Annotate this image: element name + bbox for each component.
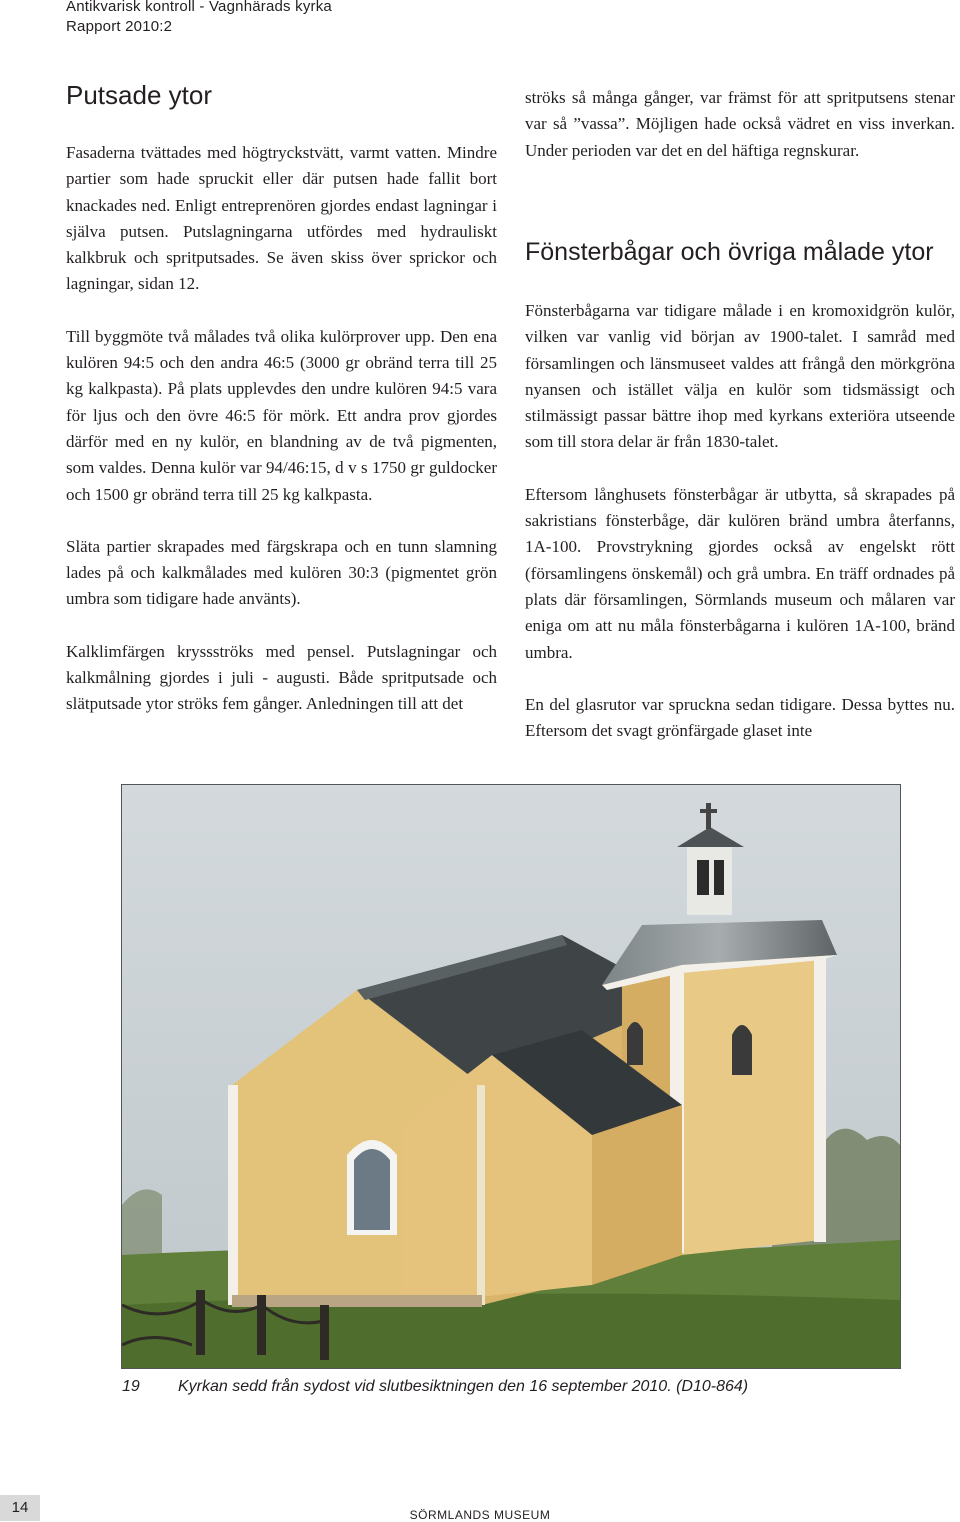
- paragraph: Kalklimfärgen kryssströks med pensel. Putslagningar och kalkmålning gjordes i juli - augusti. Både spritputsade och slätputsade ytor ströks fem gånger. Anledningen till att det: [66, 641, 497, 714]
- right-column-intro: [525, 85, 955, 190]
- paragraph: ströks så många gånger, var främst för att spritputsens stenar var så ”vassa”. Möjligen hade också vädret en viss inverkan. Under perioden var det en del häftiga regnskurar.: [525, 88, 955, 160]
- paragraph: Eftersom långhusets fönsterbågar är utbytta, så skrapades på sakristians fönsterbåge, där kulören bränd umbra återfanns, 1A-100. Provstrykning gjordes också av engelskt rött (församlingens önskemål) och grå umbra. En träff ordnades på plats där församlingen, Sörmlands museum och målaren var eniga om att nu måla fönsterbågarna i kulören 1A-100, bränd umbra.: [525, 484, 955, 662]
- left-column: [66, 140, 497, 744]
- paragraph: Fasaderna tvättades med högtryckstvätt, varmt vatten. Mindre partier som hade spruckit eller där putsen hade fallit bort knackades ned. Enligt entreprenören gjordes endast lagningar i själva putsen. Putslagningarna utfördes med hydrauliskt kalkbruk och spritputsades. Se även skiss över sprickor och lagningar, sidan 12.: [66, 143, 497, 294]
- paragraph: Fönsterbågarna var tidigare målade i en kromoxidgrön kulör, vilken var vanlig vid början av 1900-talet. I samråd med församlingen och länsmuseet valdes att frångå den mörkgröna nyansen och istället välja en kulör som tidsmässigt och stilmässigt passar bättre ihop med kyrkans exteriöra utseende som till stora delar är från 1830-talet.: [525, 301, 955, 452]
- section-heading-fonsterbagar: Fönsterbågar och övriga målade ytor: [525, 238, 934, 266]
- figure-number: 19: [122, 1378, 140, 1395]
- report-title: Antikvarisk kontroll - Vagnhärads kyrka: [66, 0, 332, 15]
- report-number: Rapport 2010:2: [66, 18, 173, 35]
- figure-caption-text: Kyrkan sedd från sydost vid slutbesiktningen den 16 september 2010. (D10-864): [178, 1378, 749, 1395]
- publisher-footer: SÖRMLANDS MUSEUM: [409, 1508, 551, 1522]
- page-number: 14: [0, 1495, 40, 1521]
- figure-caption: [122, 1378, 748, 1396]
- section-heading-putsade-ytor: Putsade ytor: [66, 80, 212, 110]
- paragraph: En del glasrutor var spruckna sedan tidigare. Dessa byttes nu. Eftersom det svagt grönfärgade glaset inte: [525, 694, 955, 741]
- paragraph: Till byggmöte två målades två olika kulörprover upp. Den ena kulören 94:5 och den andra 46:5 (3000 gr obränd terra till 25 kg kalkpasta). På plats upplevdes den undre kulören 94:5 vara för ljus och den övre 46:5 för mörk. Ett andra prov gjordes därför med en ny kulör, en blandning av de två pigmenten, som valdes. Denna kulör var 94/46:15, d v s 1750 gr guldocker och 1500 gr obränd terra till 25 kg kalkpasta.: [66, 326, 497, 504]
- right-column: [525, 298, 955, 770]
- paragraph: Släta partier skrapades med färgskrapa och en tunn slamning lades på och kalkmålades med kulören 30:3 (pigmentet grön umbra som tidigare hade använts).: [66, 536, 497, 609]
- church-photo: [121, 784, 901, 1369]
